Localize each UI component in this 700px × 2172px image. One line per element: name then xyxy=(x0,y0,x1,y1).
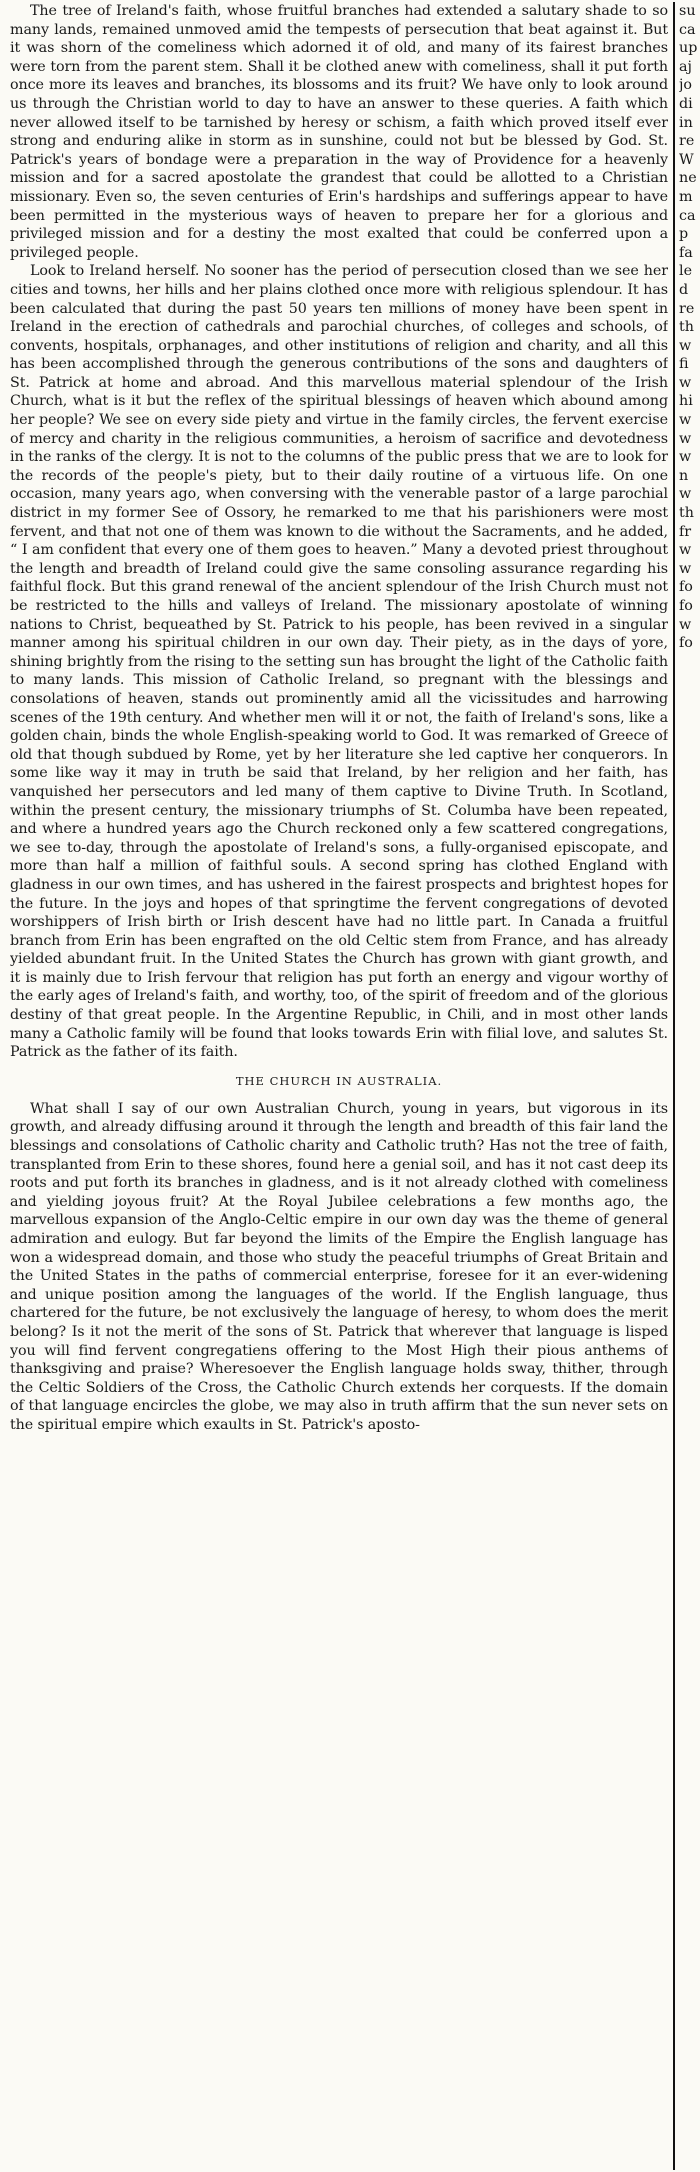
adjacent-fragment: ne xyxy=(679,170,697,187)
column-rule xyxy=(673,2,675,2170)
adjacent-fragment: th xyxy=(679,505,694,522)
article-paragraph-1: The tree of Ireland's faith, whose fruitful branches had extended a salutary shade to so many lands, remained unmoved amid the tempests of persecution that beat against it. But it was shorn of the comeliness which adorned it of old, and many of its fairest branches were torn from the parent stem. Shall it be clothed anew with comeliness, shall it put forth once more its leaves and branches, its blossoms and its fruit? We have only to look around us through the Christian world to day to have an answer to these queries. A faith which never allowed itself to be tarnished by heresy or schism, a faith which proved itself ever strong and enduring alike in storm as in sunshine, could not but be blessed by God. St. Patrick's years of bondage were a preparation in the way of Providence for a heavenly mission and for a sacred apostolate the grandest that could be allotted to a Christian missionary. Even so, the seven centuries of Erin's hardships and sufferings appear to have been permitted in the mysterious ways of heaven to prepare her for a glorious and privileged mission and for a destiny the most exalted that could be conferred upon a privileged people. xyxy=(10,3,668,261)
adjacent-fragment: di xyxy=(679,95,693,112)
adjacent-fragment: w xyxy=(679,430,692,447)
adjacent-fragment: w xyxy=(679,616,692,633)
adjacent-fragment: fo xyxy=(679,635,693,652)
adjacent-fragment: d xyxy=(679,281,689,298)
adjacent-fragment: jo xyxy=(679,77,693,94)
adjacent-fragment: in xyxy=(679,114,693,131)
adjacent-fragment: w xyxy=(679,412,692,429)
adjacent-fragment: up xyxy=(679,40,698,57)
adjacent-fragment: w xyxy=(679,542,692,559)
adjacent-fragment: hi xyxy=(679,393,693,410)
section-paragraph-1: What shall I say of our own Australian Church, young in years, but vigorous in its growth, and already diffusing around it through the length and breadth of this fair land the blessings and consolations of Catholic charity and Catholic truth? Has not the tree of faith, transplanted from Erin to these shores, found here a genial soil, and has it not cast deep its roots and put forth its branches in gladness, and is it not already clothed with comeliness and yielding joyous fruit? At the Royal Jubilee celebrations a few months ago, the marvellous expansion of the Anglo-Celtic empire in our own day was the theme of general admiration and eulogy. But far beyond the limits of the Empire the English language has won a widespread domain, and those who study the peaceful triumphs of Great Britain and the United States in the paths of commercial enterprise, foresee for it an ever-widening and unique position among the languages of the world. If the English language, thus chartered for the future, be not exclusively the language of heresy, to whom does the merit belong? Is it not the merit of the sons of St. Patrick that wherever that language is lisped you will find fervent congregatiens offering to the Most High their pious anthems of thanksgiving and praise? Wheresoever the English language holds sway, thither, through the Celtic Soldiers of the Cross, the Catholic Church extends her corquests. If the domain of that language encircles the globe, we may also in truth affirm that the sun never sets on the spiritual empire which exaults in St. Patrick's aposto- xyxy=(10,1100,668,1433)
adjacent-fragment: w xyxy=(679,486,692,503)
adjacent-fragment: fo xyxy=(679,579,693,596)
adjacent-fragment: su xyxy=(679,3,696,19)
adjacent-fragment: w xyxy=(679,560,692,577)
adjacent-fragment: fa xyxy=(679,244,693,261)
adjacent-fragment: w xyxy=(679,337,692,354)
article-column xyxy=(10,2,668,2170)
adjacent-fragment: le xyxy=(679,263,693,280)
article-paragraph-2: Look to Ireland herself. No sooner has the period of persecution closed than we see her cities and towns, her hills and her plains clothed once more with religious splendour. It has been calculated that during the past 50 years ten millions of money have been spent in Ireland in the erection of cathedrals and parochial churches, of colleges and schools, of convents, hospitals, orphanages, and other institutions of religion and charity, and all this has been accomplished through the generous contributions of the sons and daughters of St. Patrick at home and abroad. And this marvellous material splendour of the Irish Church, what is it but the reflex of the spiritual blessings of heaven which abound among her people? We see on every side piety and virtue in the family circles, the fervent exercise of mercy and charity in the religious communities, a heroism of sacrifice and devotedness in the ranks of the clergy. It is not to the columns of the public press that we are to look for the records of the people's piety, but to their daily routine of a virtuous life. On one occasion, many years ago, when conversing with the venerable pastor of a large parochial district in my former See of Ossory, he remarked to me that his parishioners were most fervent, and that not one of them was known to die without the Sacraments, and he added, “ I am confident that every one of them goes to heaven.” Many a devoted priest throughout the length and breadth of Ireland could give the same consoling assurance regarding his faithful flock. But this grand renewal of the ancient splendour of the Irish Church must not be restricted to the hills and valleys of Ireland. The missionary apostolate of winning nations to Christ, bequeathed by St. Patrick to his people, has been revived in a singular manner among his spiritual children in our own day. Their piety, as in the days of yore, shining brightly from the rising to the setting sun has brought the light of the Catholic faith to many lands. This mission of Catholic Ireland, so pregnant with the blessings and consolations of heaven, stands out prominently amid all the vicissitudes and harrowing scenes of the 19th century. And whether men will it or not, the faith of Ireland's sons, like a golden chain, binds the whole English-speaking world to God. It was remarked of Greece of old that though subdued by Rome, yet by her literature she led captive her conquerors. In some like way it may in truth be said that Ireland, by her religion and her faith, has vanquished her persecutors and led many of them captive to Divine Truth. In Scotland, within the present century, the missionary triumphs of St. Columba have been repeated, and where a hundred years ago the Church reckoned only a few scattered congregations, we see to-day, through the apostolate of Ireland's sons, a fully-organised episcopate, and more than half a million of faithful souls. A second spring has clothed England with gladness in our own times, and has ushered in the fairest prospects and brightest hopes for the future. In the joys and hopes of that springtime the fervent congregations of devoted worshippers of Irish birth or Irish descent have had no little part. In Canada a fruitful branch from Erin has been engrafted on the old Celtic stem from France, and has already yielded abundant fruit. In the United States the Church has grown with giant growth, and it is mainly due to Irish fervour that religion has put forth an energy and vigour worthy of the early ages of Ireland's faith, and worthy, too, of the spirit of freedom and of the glorious destiny of that great people. In the Argentine Republic, in Chili, and in most other lands many a Catholic family will be found that looks towards Erin with filial love, and salutes St. Patrick as the father of its faith. xyxy=(10,263,668,1061)
adjacent-fragment: m xyxy=(679,188,693,205)
adjacent-fragment: ca xyxy=(679,207,696,224)
newspaper-page xyxy=(10,2,698,2170)
adjacent-fragment: fi xyxy=(679,356,689,373)
adjacent-fragment: ca xyxy=(679,21,696,38)
adjacent-fragment: p xyxy=(679,226,689,243)
adjacent-fragment: w xyxy=(679,374,692,391)
adjacent-fragment: fr xyxy=(679,523,692,540)
adjacent-fragment: aj xyxy=(679,58,692,75)
adjacent-fragment: W xyxy=(679,151,694,168)
adjacent-fragment: re xyxy=(679,300,695,317)
adjacent-fragment: w xyxy=(679,449,692,466)
section-heading: THE CHURCH IN AUSTRALIA. xyxy=(235,1073,443,1088)
adjacent-fragment: n xyxy=(679,467,689,484)
adjacent-column-fragments xyxy=(679,2,698,2170)
adjacent-fragment: th xyxy=(679,319,694,336)
adjacent-fragment: re xyxy=(679,133,695,150)
adjacent-fragment: fo xyxy=(679,598,693,614)
